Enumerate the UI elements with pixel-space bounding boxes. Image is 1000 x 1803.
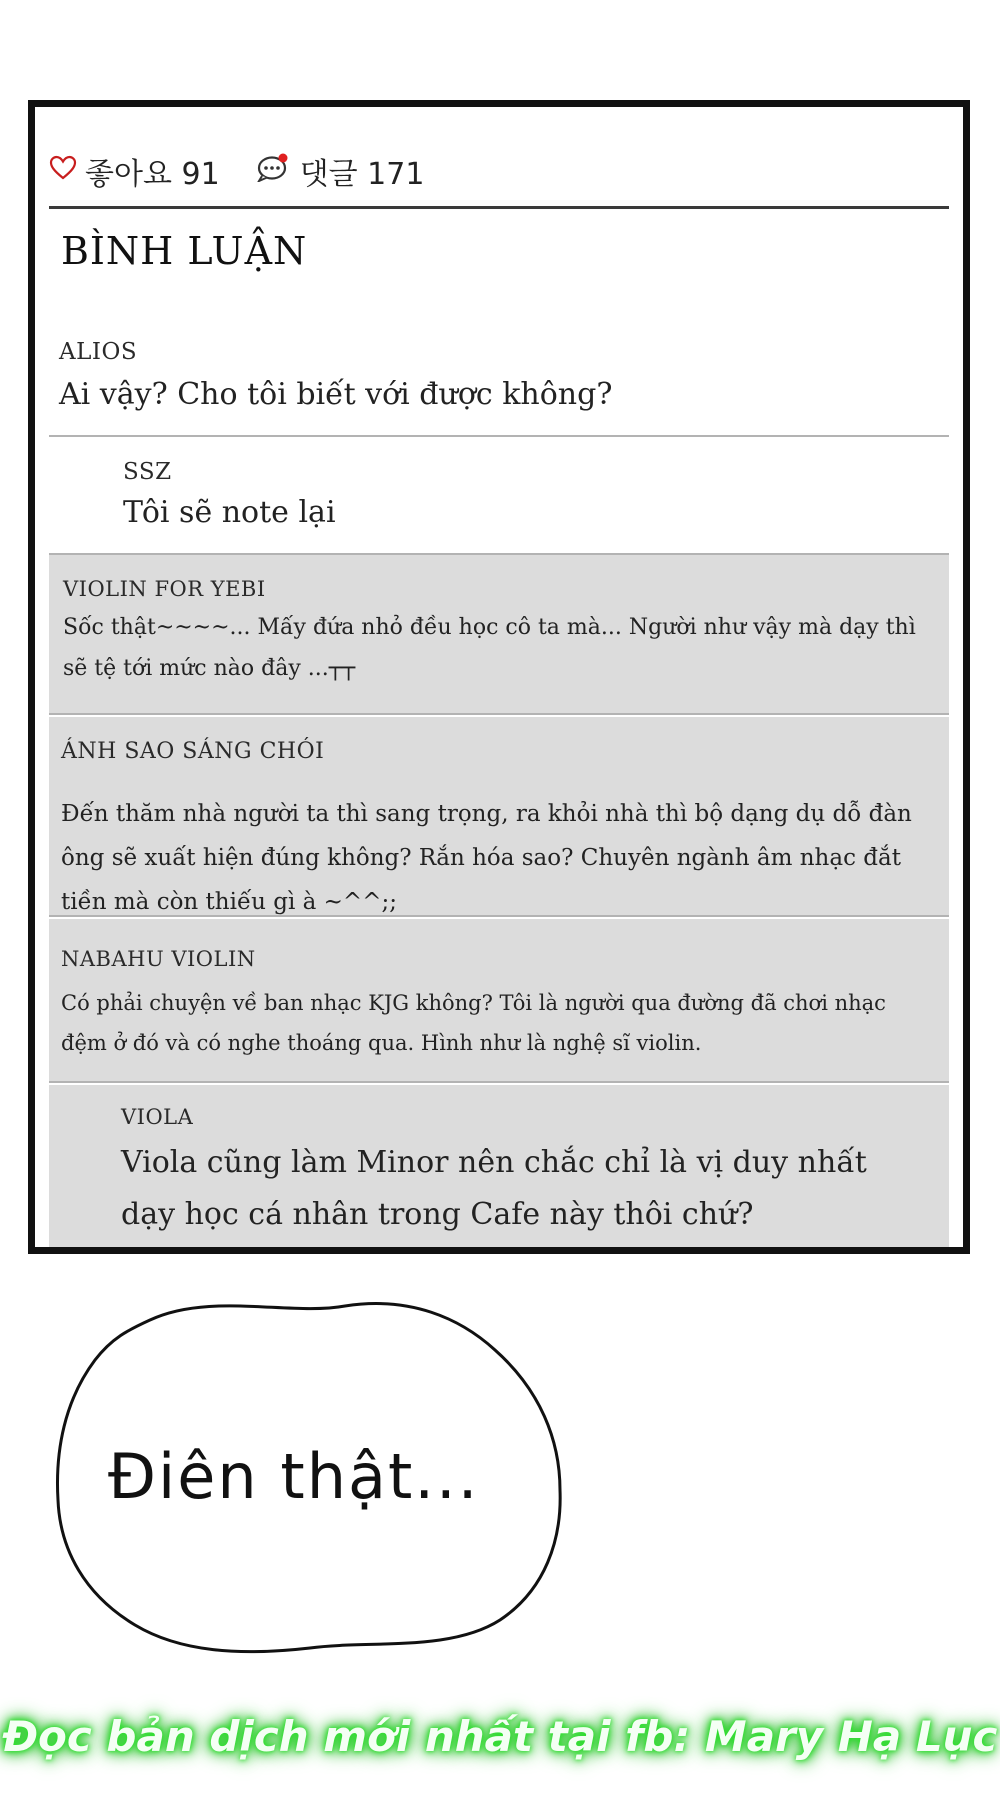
comment-item [49,329,949,437]
stats-bar [49,149,949,209]
comment-author[interactable]: SSZ [123,459,172,485]
comment-item [49,555,949,715]
comment-author[interactable]: VIOLA [121,1105,194,1129]
likes-label: 좋아요 91 [85,157,220,192]
comment-reply [49,1085,949,1254]
comment-item [49,919,949,1083]
section-heading: BÌNH LUẬN [61,229,308,273]
translator-credit: Đọc bản dịch mới nhất tại fb: Mary Hạ Lục [2,1712,998,1761]
comment-author[interactable]: VIOLIN FOR YEBI [63,577,266,601]
comment-author[interactable]: ALIOS [59,339,138,365]
comment-author[interactable]: ÁNH SAO SÁNG CHÓI [61,739,325,764]
heart-icon [49,154,77,189]
comment-reply [49,447,949,551]
speech-bubble [40,1290,580,1660]
comment-author[interactable]: NABAHU VIOLIN [61,947,256,971]
comment-text: Đến thăm nhà người ta thì sang trọng, ra khỏi nhà thì bộ dạng dụ dỗ đàn ông sẽ xuất hiện đúng không? Rắn hóa sao? Chuyên ngành âm nhạc đắt tiền mà còn thiếu gì à ~^^;; [61,801,912,915]
comment-panel [28,100,970,1254]
comment-text: Ai vậy? Cho tôi biết với được không? [59,377,613,412]
chat-bubble-icon [256,152,292,190]
speech-bubble-text: Điên thật... [108,1440,480,1513]
comments-stat[interactable] [256,149,425,193]
comments-label: 댓글 171 [299,157,425,192]
comment-text: Sốc thật~~~~... Mấy đứa nhỏ đều học cô ta mà... Người như vậy mà dạy thì sẽ tệ tới mức nào đây ...┬┬ [63,615,916,681]
comment-item [49,717,949,917]
likes-stat[interactable] [49,149,220,193]
comment-text: Viola cũng làm Minor nên chắc chỉ là vị duy nhất dạy học cá nhân trong Cafe này thôi chứ? [121,1145,867,1232]
comment-text: Có phải chuyện về ban nhạc KJG không? Tôi là người qua đường đã chơi nhạc đệm ở đó và có nghe thoáng qua. Hình như là nghệ sĩ violin. [61,991,886,1055]
comment-text: Tôi sẽ note lại [123,495,336,530]
